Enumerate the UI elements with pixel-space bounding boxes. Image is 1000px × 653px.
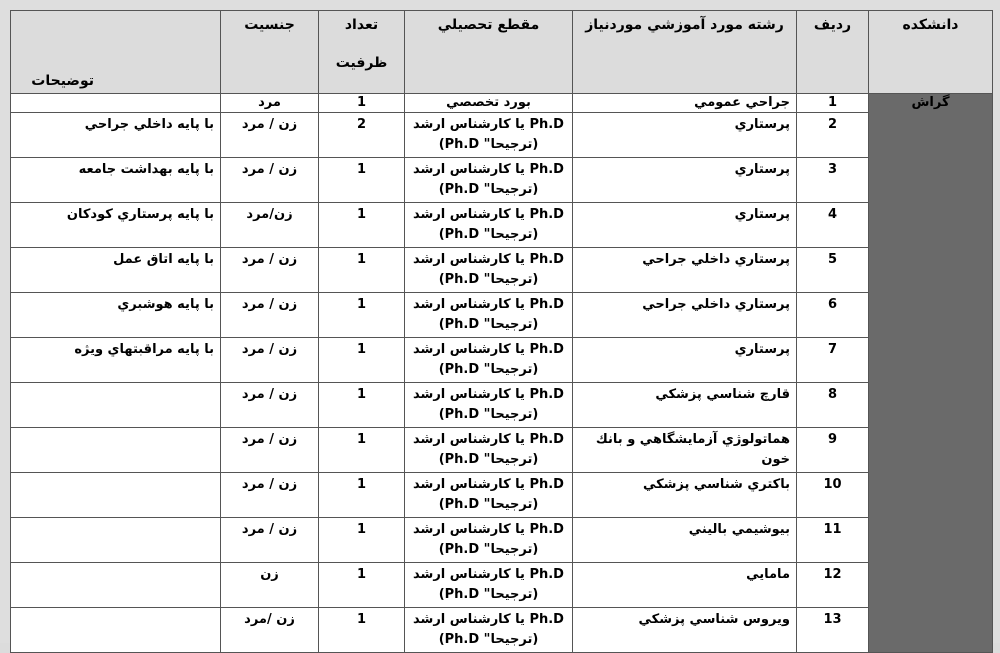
university-cell: گراش — [869, 94, 993, 653]
gender-cell: زن / مرد — [221, 473, 319, 518]
notes-cell — [11, 608, 221, 653]
degree-cell: Ph.D يا كارشناس ارشد (ترجيحا" Ph.D) — [405, 383, 573, 428]
degree-cell: Ph.D يا كارشناس ارشد (ترجيحا" Ph.D) — [405, 338, 573, 383]
degree-cell: بورد تخصصي — [405, 94, 573, 113]
degree-cell: Ph.D يا كارشناس ارشد (ترجيحا" Ph.D) — [405, 428, 573, 473]
degree-cell: Ph.D يا كارشناس ارشد (ترجيحا" Ph.D) — [405, 248, 573, 293]
header-degree: مقطع تحصيلي — [405, 11, 573, 94]
faculty-needs-table — [10, 10, 993, 653]
row-number: 6 — [797, 293, 869, 338]
notes-cell: با پايه پرستاري كودكان — [11, 203, 221, 248]
row-number: 8 — [797, 383, 869, 428]
field-cell: جراحي عمومي — [573, 94, 797, 113]
notes-cell: با پايه بهداشت جامعه — [11, 158, 221, 203]
header-capacity-line1: تعداد — [344, 17, 379, 33]
capacity-cell: 1 — [319, 563, 405, 608]
field-cell: پرستاري — [573, 338, 797, 383]
row-number: 13 — [797, 608, 869, 653]
gender-cell: زن / مرد — [221, 158, 319, 203]
row-number: 4 — [797, 203, 869, 248]
gender-cell: زن / مرد — [221, 518, 319, 563]
capacity-cell: 1 — [319, 428, 405, 473]
field-cell: قارچ شناسي پزشكي — [573, 383, 797, 428]
field-cell: بيوشيمي باليني — [573, 518, 797, 563]
header-notes-label: توضيحات — [31, 73, 94, 89]
notes-cell — [11, 383, 221, 428]
notes-cell — [11, 563, 221, 608]
table-row — [11, 428, 993, 473]
capacity-cell: 1 — [319, 203, 405, 248]
field-cell: پرستاري — [573, 158, 797, 203]
field-cell: پرستاري — [573, 203, 797, 248]
gender-cell: زن/مرد — [221, 203, 319, 248]
gender-cell: زن / مرد — [221, 338, 319, 383]
table-row — [11, 113, 993, 158]
row-number: 7 — [797, 338, 869, 383]
gender-cell: مرد — [221, 94, 319, 113]
capacity-cell: 1 — [319, 518, 405, 563]
header-capacity — [319, 11, 405, 94]
notes-cell — [11, 518, 221, 563]
degree-cell: Ph.D يا كارشناس ارشد (ترجيحا" Ph.D) — [405, 473, 573, 518]
notes-cell: با پايه هوشبري — [11, 293, 221, 338]
row-number: 2 — [797, 113, 869, 158]
field-cell: هماتولوژي آزمايشگاهي و بانك خون — [573, 428, 797, 473]
row-number: 1 — [797, 94, 869, 113]
row-number: 3 — [797, 158, 869, 203]
table-row — [11, 248, 993, 293]
field-cell: مامايي — [573, 563, 797, 608]
gender-cell: زن /مرد — [221, 608, 319, 653]
table-row — [11, 293, 993, 338]
row-number: 9 — [797, 428, 869, 473]
row-number: 12 — [797, 563, 869, 608]
degree-cell: Ph.D يا كارشناس ارشد (ترجيحا" Ph.D) — [405, 608, 573, 653]
field-cell: پرستاري — [573, 113, 797, 158]
table-body — [11, 94, 993, 653]
capacity-cell: 1 — [319, 383, 405, 428]
table-row — [11, 563, 993, 608]
notes-cell: با پايه مراقبتهاي ويژه — [11, 338, 221, 383]
degree-cell: Ph.D يا كارشناس ارشد (ترجيحا" Ph.D) — [405, 293, 573, 338]
capacity-cell: 1 — [319, 158, 405, 203]
capacity-cell: 1 — [319, 473, 405, 518]
degree-cell: Ph.D يا كارشناس ارشد (ترجيحا" Ph.D) — [405, 563, 573, 608]
table-row — [11, 338, 993, 383]
capacity-cell: 1 — [319, 293, 405, 338]
gender-cell: زن / مرد — [221, 428, 319, 473]
field-cell: باكتري شناسي پزشكي — [573, 473, 797, 518]
header-row-number: رديف — [797, 11, 869, 94]
gender-cell: زن / مرد — [221, 248, 319, 293]
gender-cell: زن / مرد — [221, 293, 319, 338]
header-gender: جنسيت — [221, 11, 319, 94]
header-field: رشته مورد آموزشي موردنياز — [573, 11, 797, 94]
gender-cell: زن / مرد — [221, 113, 319, 158]
notes-cell: با پايه داخلي جراحي — [11, 113, 221, 158]
table-row — [11, 608, 993, 653]
degree-cell: Ph.D يا كارشناس ارشد (ترجيحا" Ph.D) — [405, 518, 573, 563]
row-number: 11 — [797, 518, 869, 563]
table-row — [11, 383, 993, 428]
degree-cell: Ph.D يا كارشناس ارشد (ترجيحا" Ph.D) — [405, 203, 573, 248]
field-cell: ويروس شناسي پزشكي — [573, 608, 797, 653]
row-number: 10 — [797, 473, 869, 518]
notes-cell — [11, 94, 221, 113]
notes-cell — [11, 428, 221, 473]
degree-cell: Ph.D يا كارشناس ارشد (ترجيحا" Ph.D) — [405, 158, 573, 203]
table-row — [11, 94, 993, 113]
gender-cell: زن — [221, 563, 319, 608]
header-row — [11, 11, 993, 94]
field-cell: پرستاري داخلي جراحي — [573, 248, 797, 293]
capacity-cell: 1 — [319, 338, 405, 383]
row-number: 5 — [797, 248, 869, 293]
header-university: دانشكده — [869, 11, 993, 94]
degree-cell: Ph.D يا كارشناس ارشد (ترجيحا" Ph.D) — [405, 113, 573, 158]
table-row — [11, 473, 993, 518]
gender-cell: زن / مرد — [221, 383, 319, 428]
table-row — [11, 158, 993, 203]
table-row — [11, 518, 993, 563]
notes-cell: با پايه اتاق عمل — [11, 248, 221, 293]
header-capacity-line2: ظرفيت — [335, 55, 388, 71]
header-notes — [11, 11, 221, 94]
notes-cell — [11, 473, 221, 518]
table-row — [11, 203, 993, 248]
capacity-cell: 1 — [319, 94, 405, 113]
capacity-cell: 1 — [319, 248, 405, 293]
field-cell: پرستاري داخلي جراحي — [573, 293, 797, 338]
capacity-cell: 1 — [319, 608, 405, 653]
capacity-cell: 2 — [319, 113, 405, 158]
